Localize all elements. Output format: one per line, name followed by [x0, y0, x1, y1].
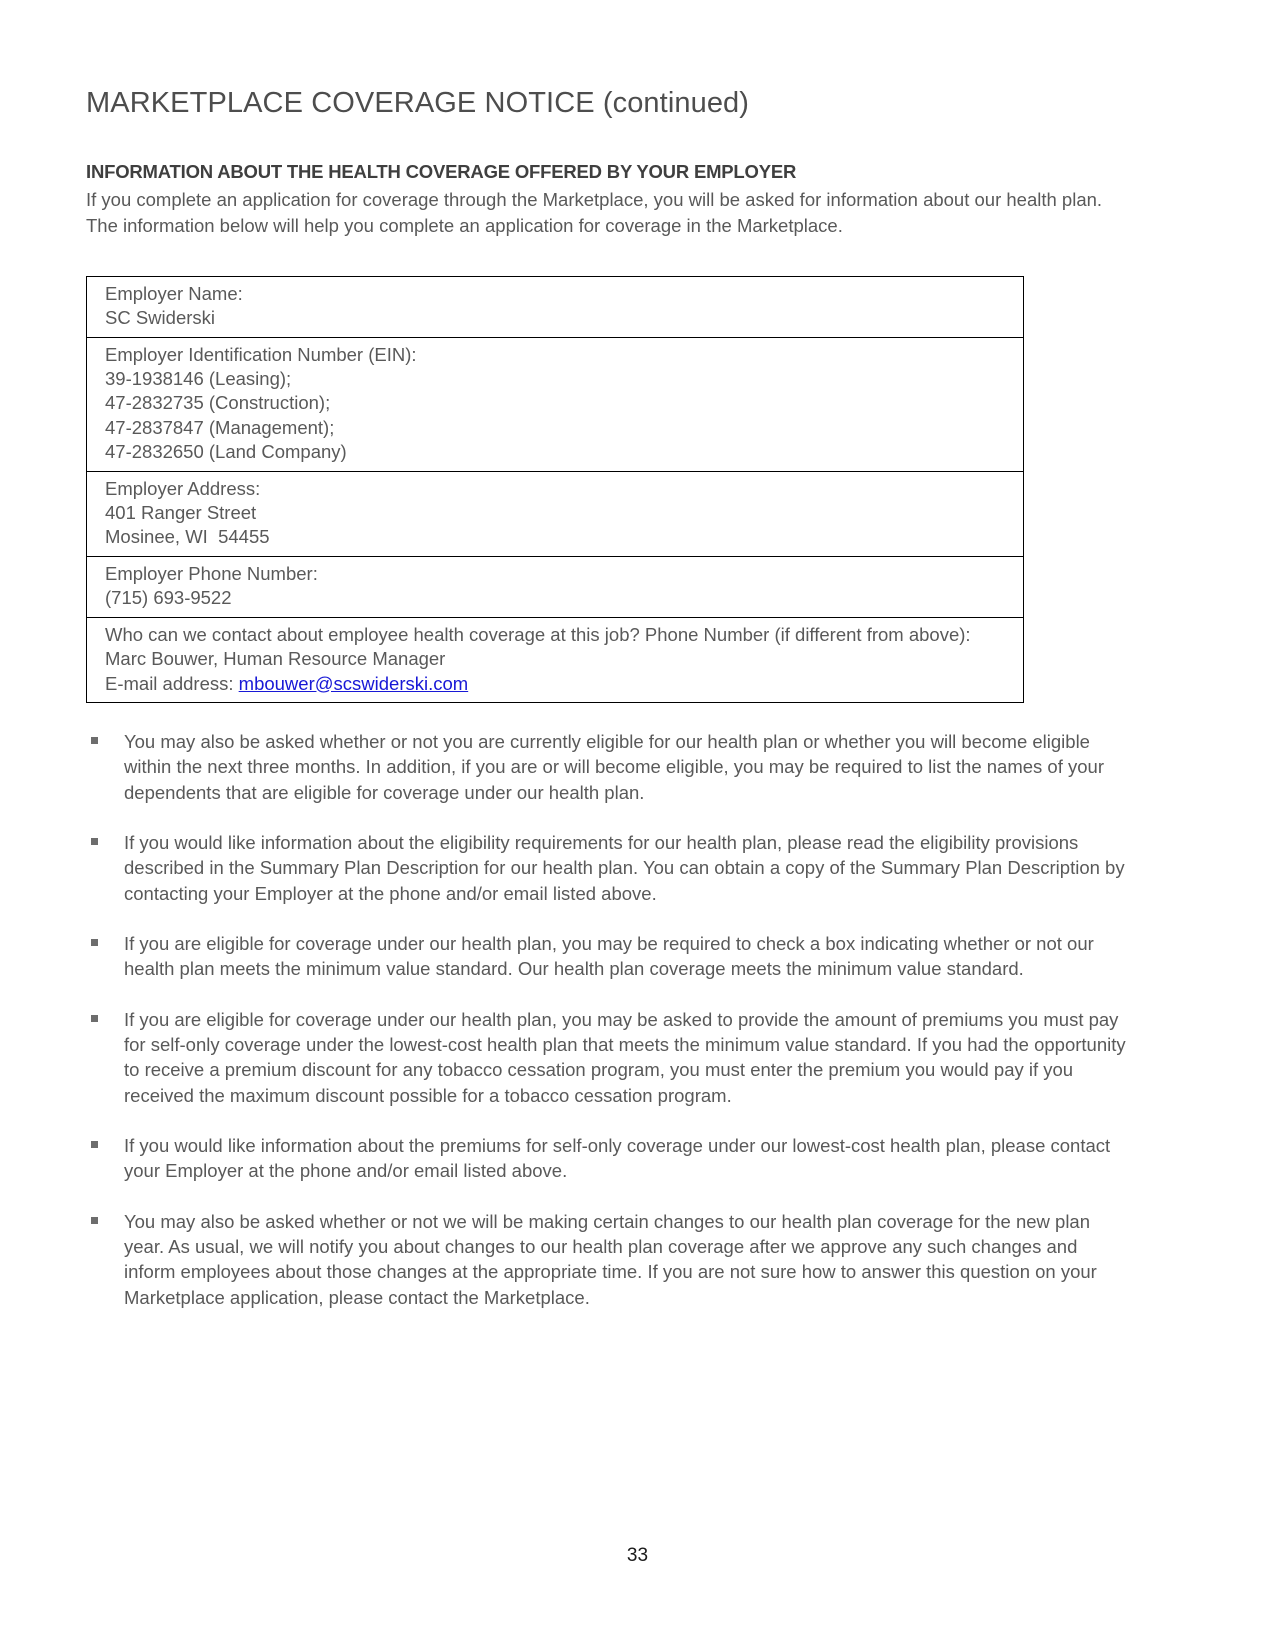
employer-phone-value: (715) 693-9522 [105, 587, 232, 609]
employer-ein-value-management: 47-2837847 (Management); [105, 416, 335, 438]
employer-phone-label: Employer Phone Number: [105, 562, 318, 584]
intro-paragraph [86, 183, 1116, 240]
employer-address-street: 401 Ranger Street [105, 502, 257, 524]
employer-phone-cell [87, 556, 1024, 617]
page-title: MARKETPLACE COVERAGE NOTICE (continued) [86, 87, 750, 119]
employer-ein-value-land-company: 47-2832650 (Land Company) [105, 441, 347, 463]
list-item-text: If you would like information about the eligibility requirements for our health plan, please read the eligibility provisions described in the Summary Plan Description for our health plan. You can obtain a copy of the Summary Plan Description by contacting your Employer at the phone and/or email listed above. [124, 831, 1125, 904]
square-bullet-icon [91, 737, 98, 744]
square-bullet-icon [91, 939, 98, 946]
square-bullet-icon [91, 1141, 98, 1148]
square-bullet-icon [91, 1015, 98, 1022]
table-row [87, 337, 1024, 471]
list-item [86, 830, 1126, 906]
list-item-text: If you are eligible for coverage under our health plan, you may be required to check a box indicating whether or not our health plan meets the minimum value standard. Our health plan coverage meets the minimum value standard. [124, 932, 1094, 980]
page-number: 33 [626, 1545, 649, 1566]
table-row [87, 556, 1024, 617]
square-bullet-icon [91, 838, 98, 845]
list-item [86, 1133, 1126, 1184]
intro-line-2: The information below will help you complete an application for coverage in the Marketplace. [86, 215, 843, 237]
section-heading: INFORMATION ABOUT THE HEALTH COVERAGE OFFERED BY YOUR EMPLOYER [86, 160, 797, 182]
employer-address-label: Employer Address: [105, 477, 261, 499]
table-row [87, 276, 1024, 337]
employer-name-cell [87, 276, 1024, 337]
intro-line-1: If you complete an application for coverage through the Marketplace, you will be asked for information about our health plan. [86, 188, 1103, 210]
employer-info-table [86, 276, 1024, 703]
notice-bullet-list [86, 703, 1126, 1310]
table-row [87, 617, 1024, 702]
employer-address-city-state-zip: Mosinee, WI 54455 [105, 526, 270, 548]
list-item-text: You may also be asked whether or not you are currently eligible for our health plan or whether you will become eligible within the next three months. In addition, if you are or will become eligible, you may be required to list the names of your dependents that are eligible for coverage under our health plan. [124, 730, 1104, 803]
list-item [86, 931, 1126, 982]
list-item [86, 1209, 1126, 1310]
employer-name-value: SC Swiderski [105, 307, 215, 329]
employer-contact-email-link[interactable]: mbouwer@scswiderski.com [238, 672, 469, 694]
square-bullet-icon [91, 1217, 98, 1224]
table-row [87, 471, 1024, 556]
email-label: E-mail address: [105, 672, 239, 694]
employer-name-label: Employer Name: [105, 282, 243, 304]
list-item-text: If you would like information about the premiums for self-only coverage under our lowest-cost health plan, please contact your Employer at the phone and/or email listed above. [124, 1135, 1111, 1182]
list-item-text: If you are eligible for coverage under our health plan, you may be asked to provide the amount of premiums you must pay for self-only coverage under the lowest-cost health plan that meets the minimum value standard. If you had the opportunity to receive a premium discount for any tobacco cessation program, you must enter the premium you would pay if you received the maximum discount possible for a tobacco cessation program. [124, 1008, 1126, 1106]
employer-ein-cell [87, 337, 1024, 471]
employer-contact-email-line [105, 672, 1023, 696]
employer-ein-value-leasing: 39-1938146 (Leasing); [105, 368, 292, 390]
employer-contact-label: Who can we contact about employee health coverage at this job? Phone Number (if different from above): [105, 623, 971, 645]
list-item-text: You may also be asked whether or not we will be making certain changes to our health plan coverage for the new plan year. As usual, we will notify you about changes to our health plan coverage after we approve any such changes and inform employees about those changes at the appropriate time. If you are not sure how to answer this question on your Marketplace application, please contact the Marketplace. [124, 1210, 1097, 1308]
employer-ein-value-construction: 47-2832735 (Construction); [105, 392, 331, 414]
employer-ein-label: Employer Identification Number (EIN): [105, 343, 417, 365]
page-content [86, 0, 1126, 1310]
employer-contact-name: Marc Bouwer, Human Resource Manager [105, 648, 446, 670]
list-item [86, 729, 1126, 805]
list-item [86, 1007, 1126, 1108]
employer-contact-cell [87, 617, 1024, 702]
employer-address-cell [87, 471, 1024, 556]
